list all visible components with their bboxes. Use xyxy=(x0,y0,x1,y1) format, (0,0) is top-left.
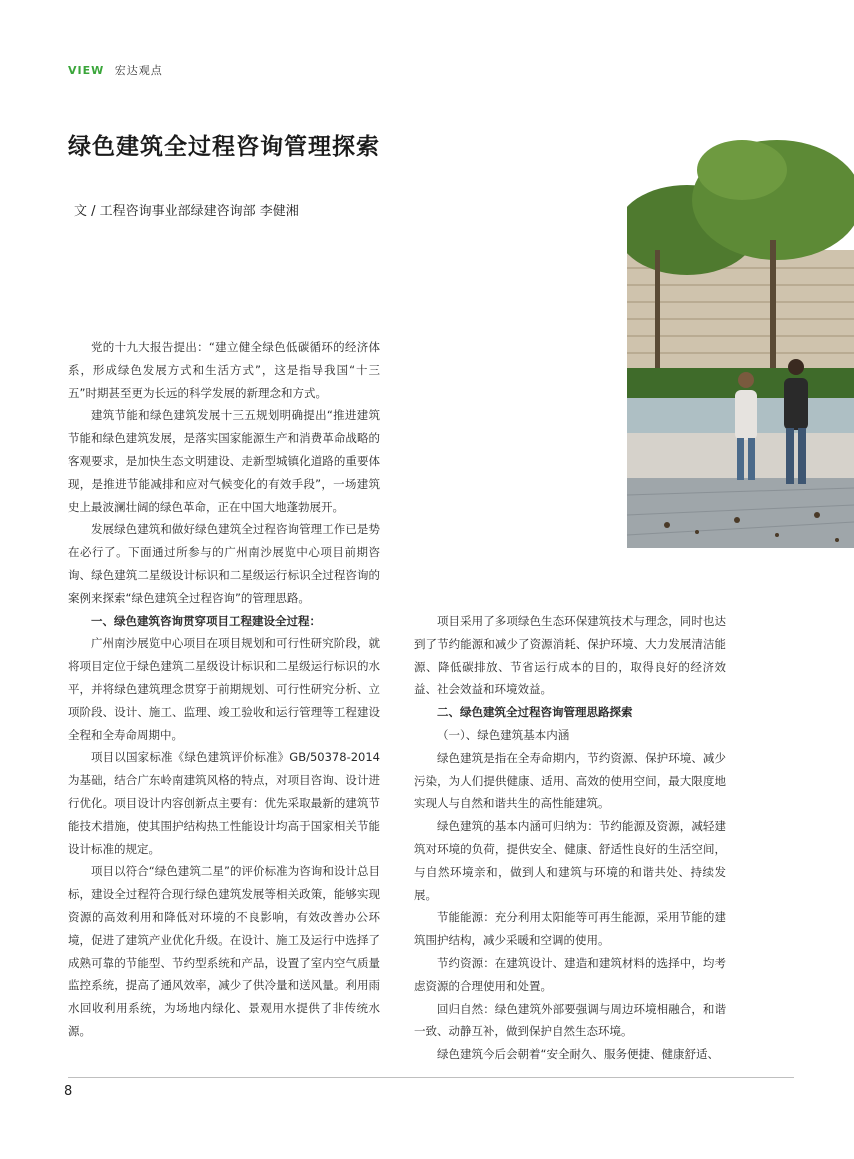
left-paragraph-6: 项目以符合“绿色建筑二星”的评价标准为咨询和设计总目标，建设全过程符合现行绿色建筑发展等相关政策，能够实现资源的高效利用和降低对环境的不良影响，有效改善办公环境，促进了建筑产业优化升级。在设计、施工及运行中选择了成熟可靠的节能型、节约型系统和产品，设置了室内空气质量监控系统，提高了通风效率，减少了供冷量和送风量。利用雨水回收利用系统，为场地内绿化、景观用水提供了非传统水源。 xyxy=(68,864,380,1038)
landscape-photo xyxy=(627,0,854,548)
right-paragraph-5: 节约资源：在建筑设计、建造和建筑材料的选择中，均考虑资源的合理使用和处置。 xyxy=(414,955,726,993)
right-paragraph-7: 绿色建筑今后会朝着“安全耐久、服务便捷、健康舒适、 xyxy=(437,1047,719,1062)
right-paragraph-4: 节能能源：充分利用太阳能等可再生能源，采用节能的建筑围护结构，减少采暖和空调的使用。 xyxy=(414,910,726,948)
right-paragraph-2: 绿色建筑是指在全寿命期内，节约资源、保护环境、减少污染，为人们提供健康、适用、高效的使用空间，最大限度地实现人与自然和谐共生的高性能建筑。 xyxy=(414,750,726,811)
section-heading-2: 二、绿色建筑全过程咨询管理思路探索 xyxy=(437,705,633,720)
right-paragraph-3: 绿色建筑的基本内涵可归纳为：节约能源及资源，减轻建筑对环境的负荷，提供安全、健康、舒适性良好的生活空间，与自然环境亲和，做到人和建筑与环境的和谐共处、持续发展。 xyxy=(414,819,726,902)
left-paragraph-2: 建筑节能和绿色建筑发展十三五规划明确提出“推进建筑节能和绿色建筑发展，是落实国家能源生产和消费革命战略的客观要求，是加快生态文明建设、走新型城镇化道路的重要体现，是推进节能减排和应对气候变化的有效手段”，一场建筑史上最波澜壮阔的绿色革命，正在中国大地蓬勃展开。 xyxy=(68,408,380,514)
page-number: 8 xyxy=(64,1084,73,1099)
left-column xyxy=(68,336,380,1043)
right-paragraph-1: 项目采用了多项绿色生态环保建筑技术与理念，同时也达到了节约能源和减少了资源消耗、保护环境、大力发展清洁能源、降低碳排放、节省运行成本的目的，取得良好的经济效益、社会效益和环境效益。 xyxy=(414,614,726,697)
column-tag xyxy=(68,62,163,78)
column-tag-cn: 宏达观点 xyxy=(114,64,163,77)
section-heading-1: 一、绿色建筑咨询贯穿项目工程建设全过程： xyxy=(91,613,321,628)
article-byline: 文 / 工程咨询事业部绿建咨询部 李健湘 xyxy=(74,204,299,219)
column-tag-en: VIEW xyxy=(68,64,105,77)
left-paragraph-5: 项目以国家标准《绿色建筑评价标准》GB/50378-2014 为基础，结合广东岭南建筑风格的特点，对项目咨询、设计进行优化。项目设计内容创新点主要有：优先采取最新的建筑节能技术措施，使其围护结构热工性能设计均高于国家相关节能设计标准的规定。 xyxy=(68,750,380,856)
landscape-photo-illustration xyxy=(627,0,854,548)
right-paragraph-6: 回归自然：绿色建筑外部要强调与周边环境相融合，和谐一致、动静互补，做到保护自然生态环境。 xyxy=(414,1001,726,1039)
footer-divider xyxy=(68,1077,794,1078)
article-title: 绿色建筑全过程咨询管理探索 xyxy=(68,134,380,160)
left-paragraph-1: 党的十九大报告提出：“建立健全绿色低碳循环的经济体系，形成绿色发展方式和生活方式”，这是指导我国“十三五”时期甚至更为长远的科学发展的新理念和方式。 xyxy=(68,340,380,400)
left-paragraph-3: 发展绿色建筑和做好绿色建筑全过程咨询管理工作已是势在必行了。下面通过所参与的广州南沙展览中心项目前期咨询、绿色建筑二星级设计标识和二星级运行标识全过程咨询的案例来探索“绿色建筑全过程咨询”的管理思路。 xyxy=(68,522,380,605)
subsection-heading-1: （一）、绿色建筑基本内涵 xyxy=(437,727,570,742)
right-column xyxy=(414,610,726,1066)
left-paragraph-4: 广州南沙展览中心项目在项目规划和可行性研究阶段，就将项目定位于绿色建筑二星级设计标识和二星级运行标识的水平，并将绿色建筑理念贯穿于前期规划、可行性研究分析、立项阶段、设计、施工、监理、竣工验收和运行管理等工程建设全程和全寿命周期中。 xyxy=(68,636,380,742)
